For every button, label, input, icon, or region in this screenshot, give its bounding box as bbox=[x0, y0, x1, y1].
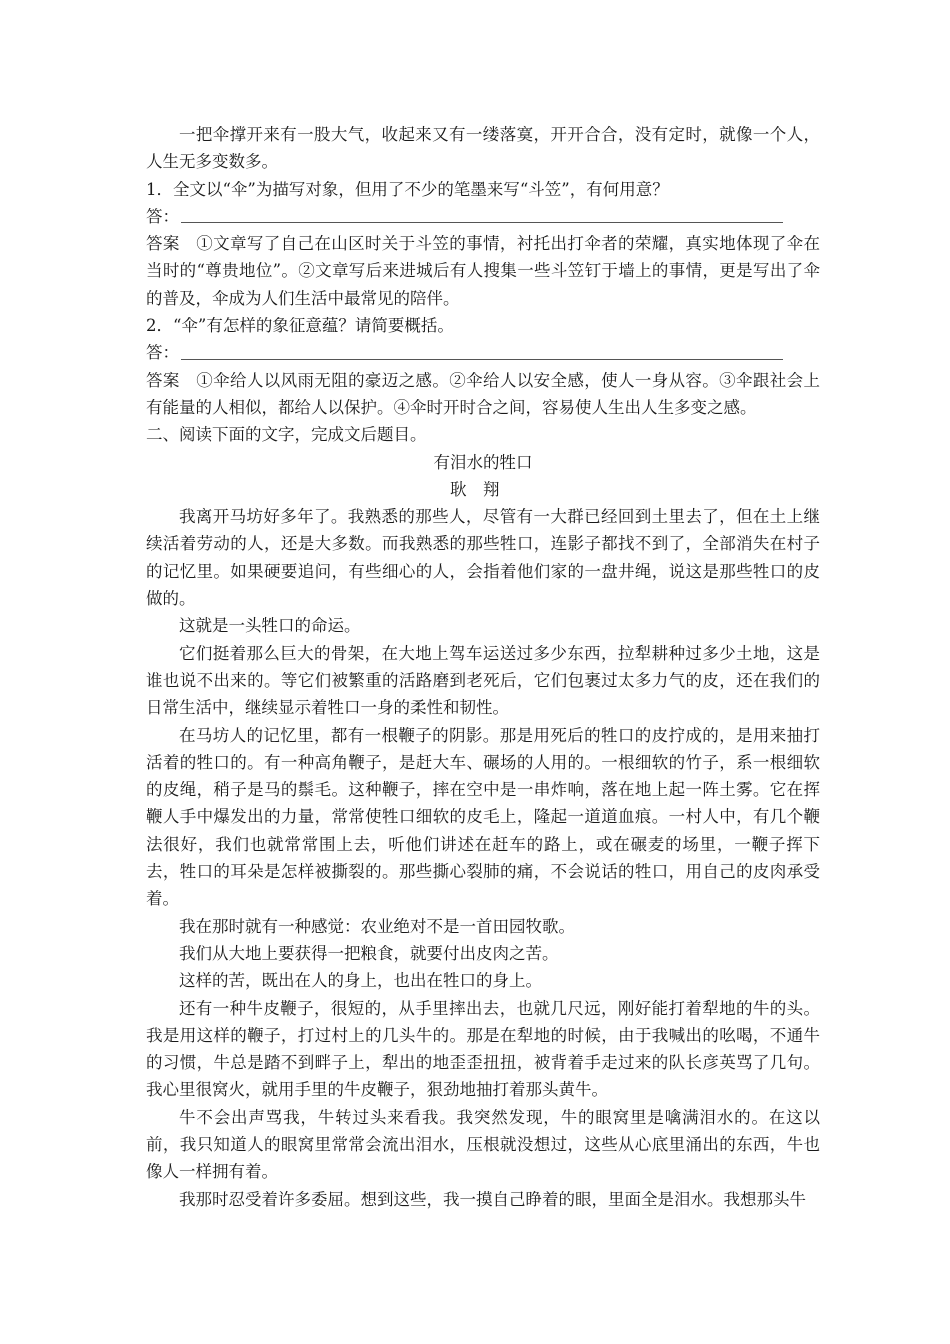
article-paragraph: 牛不会出声骂我，牛转过头来看我。我突然发现，牛的眼窝里是噙满泪水的。在这以前，我只知道人的眼窝里常常会流出泪水，压根就没想过，这些从心底里涌出的东西，牛也像人一样拥有着。 bbox=[146, 1107, 820, 1182]
answer-blank-rule bbox=[181, 221, 783, 223]
question-1: 1．全文以“伞”为描写对象，但用了不少的笔墨来写“斗笠”，有何用意？ bbox=[146, 179, 669, 199]
article-paragraph: 这样的苦，既出在人的身上，也出在牲口的身上。 bbox=[179, 971, 542, 991]
answer-blank-rule bbox=[181, 358, 783, 360]
article-paragraph: 它们挺着那么巨大的骨架，在大地上驾车运送过多少东西，拉犁耕种过多少土地，这是谁也说不出来的。等它们被繁重的活路磨到老死后，它们包裹过太多力气的皮，还在我们的日常生活中，继续显示着牲口一身的柔性和韧性。 bbox=[146, 643, 820, 718]
article-title: 有泪水的牲口 bbox=[433, 452, 533, 472]
article-paragraph: 在马坊人的记忆里，都有一根鞭子的阴影。那是用死后的牲口的皮拧成的，是用来抽打活着的牲口的。有一种高角鞭子，是赶大车、碾场的人用的。一根细软的竹子，系一根细软的皮绳，稍子是马的鬃毛。这种鞭子，摔在空中是一串炸响，落在地上起一阵土雾。它在挥鞭人手中爆发出的力量，常常使牲口细软的皮毛上，隆起一道道血痕。一村人中，有几个鞭法很好，我们也就常常围上去，听他们讲述在赶车的路上，或在碾麦的场里，一鞭子挥下去，牲口的耳朵是怎样被撕裂的。那些撕心裂肺的痛，不会说话的牲口，用自己的皮肉承受着。 bbox=[146, 725, 820, 909]
answer-label: 答案 bbox=[146, 234, 180, 254]
answer-prompt: 答： bbox=[146, 343, 179, 363]
question-2: 2．“伞”有怎样的象征意蕴？请简要概括。 bbox=[146, 316, 454, 336]
answer-line-2 bbox=[146, 339, 820, 366]
answer-label: 答案 bbox=[146, 370, 180, 390]
article-paragraph: 我离开马坊好多年了。我熟悉的那些人，尽管有一大群已经回到土里去了，但在土上继续活着劳动的人，还是大多数。而我熟悉的那些牲口，连影子都找不到了，全部消失在村子的记忆里。如果硬要追问，有些细心的人，会指着他们家的一盘井绳，说这是那些牲口的皮做的。 bbox=[146, 507, 820, 609]
article-paragraph: 我在那时就有一种感觉：农业绝对不是一首田园牧歌。 bbox=[179, 916, 575, 936]
answer-2 bbox=[146, 367, 820, 422]
article-paragraph: 我那时忍受着许多委屈。想到这些，我一摸自己睁着的眼，里面全是泪水。我想那头牛 bbox=[179, 1189, 806, 1209]
answer-1 bbox=[146, 230, 820, 312]
answer-text: ①文章写了自己在山区时关于斗笠的事情，衬托出打伞者的荣耀，真实地体现了伞在当时的“尊贵地位”。②文章写后来进城后有人搜集一些斗笠钉于墙上的事情，更是写出了伞的普及，伞成为人们生活中最常见的陪伴。 bbox=[146, 234, 821, 308]
section-heading: 二、阅读下面的文字，完成文后题目。 bbox=[146, 425, 427, 445]
answer-line-1 bbox=[146, 203, 820, 230]
intro-paragraph: 一把伞撑开来有一股大气，收起来又有一缕落寞，开开合合，没有定时，就像一个人，人生无多变数多。 bbox=[146, 125, 820, 172]
article-paragraph: 还有一种牛皮鞭子，很短的，从手里摔出去，也就几尺远，刚好能打着犁地的牛的头。我是用这样的鞭子，打过村上的几头牛的。那是在犁地的时候，由于我喊出的吆喝，不通牛的习惯，牛总是踏不到畔子上，犁出的地歪歪扭扭，被背着手走过来的队长彦英骂了几句。我心里很窝火，就用手里的牛皮鞭子，狠劲地抽打着那头黄牛。 bbox=[146, 998, 820, 1100]
answer-text: ①伞给人以风雨无阻的豪迈之感。②伞给人以安全感，使人一身从容。③伞跟社会上有能量的人相似，都给人以保护。④伞时开时合之间，容易使人生出人生多变之感。 bbox=[146, 370, 821, 417]
article-paragraph: 我们从大地上要获得一把粮食，就要付出皮肉之苦。 bbox=[179, 943, 559, 963]
article-author: 耿翔 bbox=[450, 479, 516, 499]
article-paragraph: 这就是一头牲口的命运。 bbox=[179, 616, 361, 636]
answer-prompt: 答： bbox=[146, 206, 179, 226]
